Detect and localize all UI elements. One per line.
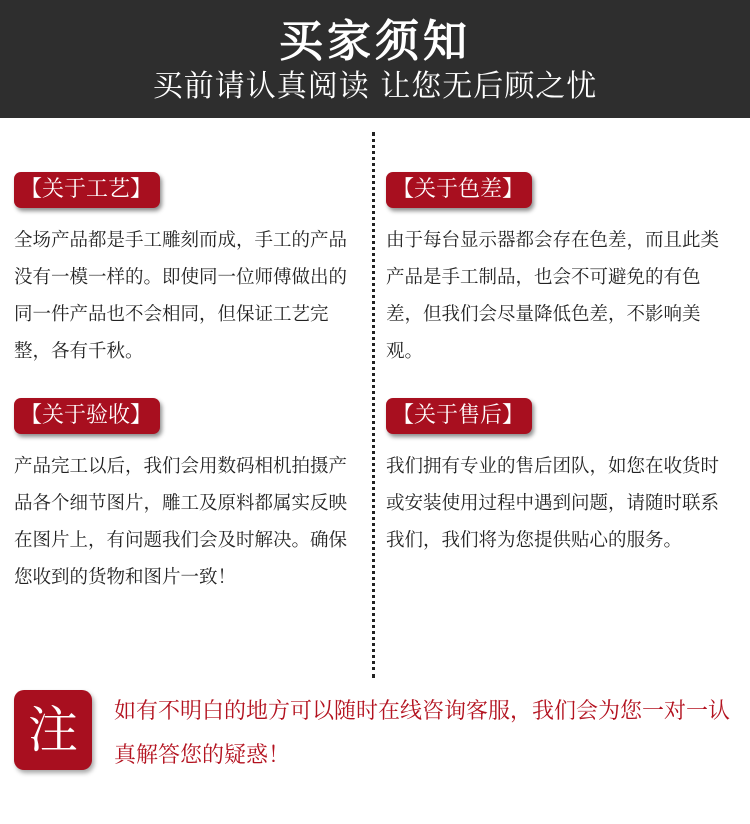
section-text-color-difference: 由于每台显示器都会存在色差，而且此类产品是手工制品，也会不可避免的有色差，但我们会尽量降低色差，不影响美观。 (386, 230, 720, 362)
section-badge-inspection: 【关于验收】 (14, 398, 160, 434)
page-title: 买家须知 (279, 16, 471, 67)
section-text-after-sales: 我们拥有专业的售后团队，如您在收货时或安装使用过程中遇到问题，请随时联系我们，我们将为您提供贴心的服务。 (386, 456, 720, 551)
section-badge-craft: 【关于工艺】 (14, 172, 160, 208)
note-badge: 注 (14, 690, 92, 770)
note-text: 如有不明白的地方可以随时在线咨询客服，我们会为您一对一认真解答您的疑惑！ (114, 699, 731, 768)
section-text-inspection: 产品完工以后，我们会用数码相机拍摄产品各个细节图片，雕工及原料都属实反映在图片上，有问题我们会及时解决。确保您收到的货物和图片一致！ (14, 456, 348, 588)
section-color-difference (386, 172, 736, 370)
section-inspection (14, 398, 364, 596)
page-subtitle: 买前请认真阅读 让您无后顾之忧 (152, 69, 598, 104)
section-badge-color-difference: 【关于色差】 (386, 172, 532, 208)
column-divider (372, 132, 375, 678)
section-after-sales (386, 398, 736, 559)
section-badge-after-sales: 【关于售后】 (386, 398, 532, 434)
header-banner (0, 0, 750, 118)
section-craft (14, 172, 364, 370)
section-text-craft: 全场产品都是手工雕刻而成，手工的产品没有一模一样的。即使同一位师傅做出的同一件产品也不会相同，但保证工艺完整，各有千秋。 (14, 230, 348, 362)
